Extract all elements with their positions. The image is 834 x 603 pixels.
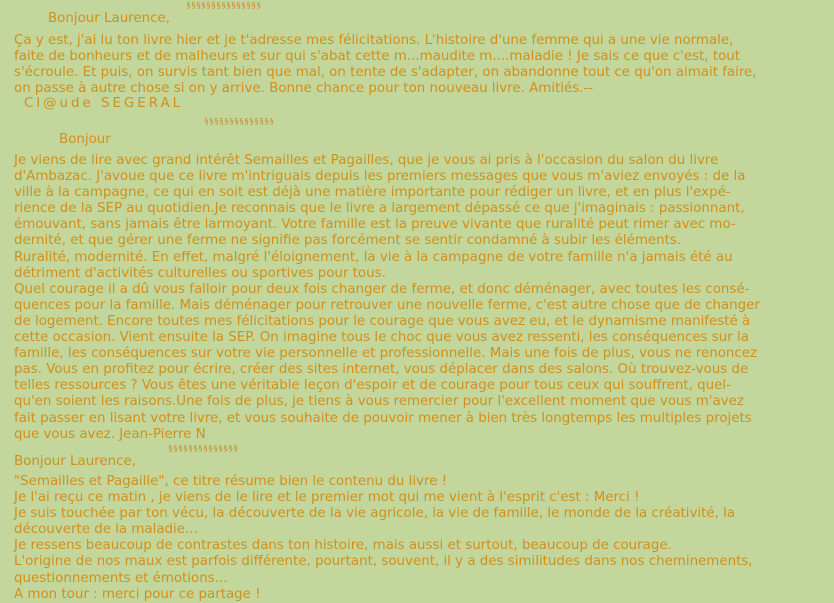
text-line: détriment d'activités culturelles ou sportives pour tous. bbox=[14, 265, 386, 281]
text-line: Je ressens beaucoup de contrastes dans ton histoire, mais aussi et surtout, beaucoup de courage. bbox=[14, 538, 672, 554]
text-line: quences pour la famille. Mais déménager pour retrouver une nouvelle ferme, c'est autre chose que de changer bbox=[14, 297, 760, 313]
greeting: Bonjour bbox=[59, 132, 111, 147]
text-line: "Semailles et Pagaille", ce titre résume bien le contenu du livre ! bbox=[14, 474, 448, 489]
greeting: Bonjour Laurence, bbox=[14, 454, 136, 469]
text-line: famille, les conséquences sur votre vie personnelle et professionnelle. Mais une fois de plus, vous ne renoncez bbox=[14, 346, 758, 362]
text-line: cette occasion. Vient ensuite la SEP. On imagine tous le choc que vous avez ressenti, les conséquences sur la bbox=[14, 330, 749, 346]
separator: §§§§§§§§§§§§§§§ bbox=[186, 1, 262, 10]
text-line: ville à la campagne, ce qui en soit est déjà une matière importante pour rédiger un livre, et en plus l'expé- bbox=[14, 185, 731, 201]
text-line: Quel courage il a dû vous falloir pour deux fois changer de ferme, et donc déménager, avec toutes les consé- bbox=[14, 281, 750, 297]
text-line: telles ressources ? Vous êtes une véritable leçon d'espoir et de courage pour tous ceux qui souffrent, quel- bbox=[14, 378, 731, 394]
letter-body bbox=[14, 474, 832, 603]
text-line: de logement. Encore toutes mes félicitations pour le courage que vous avez eu, et le dynamisme manifesté à bbox=[14, 313, 751, 329]
text-line: découverte de la maladie... bbox=[14, 522, 198, 538]
text-line: s'écroule. Et puis, on survis tant bien que mal, on tente de s'adapter, on abandonne tout ce qu'on aimait faire, bbox=[14, 65, 757, 81]
letter-body bbox=[14, 33, 832, 97]
text-line: faite de bonheurs et de malheurs et sur qui s'abat cette m...maudite m....maladie ! Je sais ce que c'est, tout bbox=[14, 49, 740, 65]
text-line: dernité, et que gérer une ferme ne signifie pas forcément se sentir condamné à subir les éléments. bbox=[14, 233, 682, 249]
letter-body bbox=[14, 153, 832, 443]
text-line: A mon tour : merci pour ce partage ! bbox=[14, 586, 261, 602]
text-line: émouvant, sans jamais être larmoyant. Votre famille est la preuve vivante que ruralité peut rimer avec mo- bbox=[14, 217, 736, 233]
text-line: Je suis touchée par ton vécu, la découverte de la vie agricole, la vie de famille, le monde de la créativité, la bbox=[14, 506, 736, 522]
text-line: rience de la SEP au quotidien.Je reconnais que le livre a largement dépassé ce que j'imaginais : passionnant, bbox=[14, 201, 745, 217]
signature: Cl@ude SEGERAL bbox=[24, 96, 184, 111]
text-line: Je l'ai reçu ce matin , je viens de le lire et le premier mot qui me vient à l'esprit c'est : Merci ! bbox=[14, 490, 640, 506]
text-line: Je viens de lire avec grand intérêt Semailles et Pagailles, que je vous ai pris à l'occasion du salon du livre bbox=[14, 153, 719, 168]
text-line: on passe à autre chose si on y arrive. Bonne chance pour ton nouveau livre. Amitiés.-- bbox=[14, 81, 594, 97]
separator: §§§§§§§§§§§§§§ bbox=[168, 444, 239, 453]
text-line: que vous avez. Jean-Pierre N bbox=[14, 426, 206, 442]
greeting: Bonjour Laurence, bbox=[48, 11, 170, 26]
text-line: d'Ambazac. J'avoue que ce livre m'intriguais depuis les premiers messages que vous m'aviez envoyés : de la bbox=[14, 169, 746, 185]
separator: §§§§§§§§§§§§§§ bbox=[204, 117, 275, 126]
text-line: questionnements et émotions... bbox=[14, 570, 228, 586]
text-line: qu'en soient les raisons.Une fois de plus, je tiens à vous remercier pour l'excellent moment que vous m'avez bbox=[14, 394, 744, 410]
text-line: Ça y est, j'ai lu ton livre hier et je t'adresse mes félicitations. L'histoire d'une femme qui a une vie normale, bbox=[14, 33, 734, 48]
text-line: Ruralité, modernité. En effet, malgré l'éloignement, la vie à la campagne de votre famille n'a jamais été au bbox=[14, 249, 733, 265]
text-line: pas. Vous en profitez pour écrire, créer des sites internet, vous déplacer dans des salons. Où trouvez-vous de bbox=[14, 362, 749, 378]
text-line: L'origine de nos maux est parfois différente, pourtant, souvent, il y a des similitudes dans nos cheminements, bbox=[14, 554, 753, 570]
text-line: fait passer en lisant votre livre, et vous souhaite de pouvoir mener à bien très longtemps les multiples projets bbox=[14, 410, 752, 426]
